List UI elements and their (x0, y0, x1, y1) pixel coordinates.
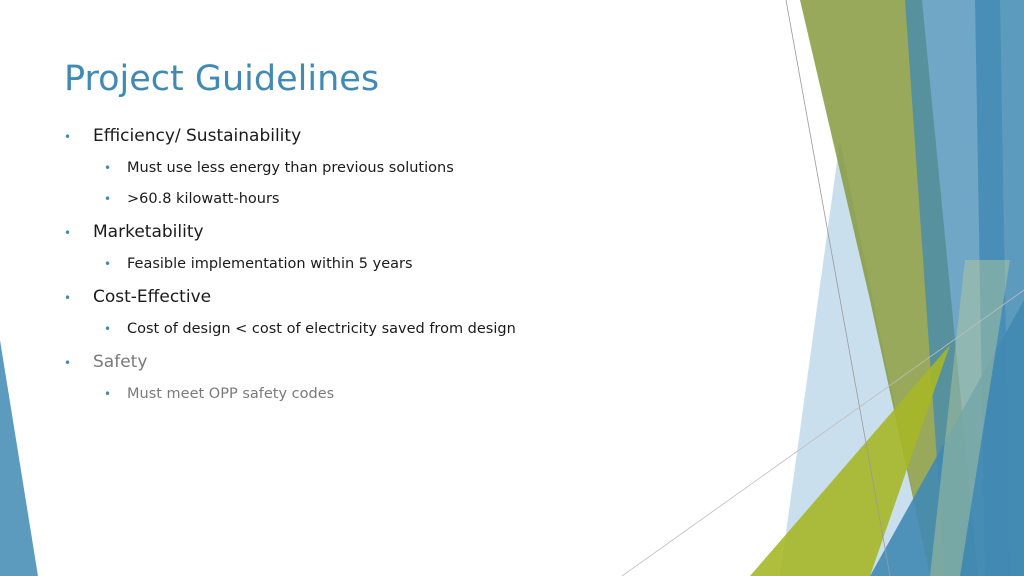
bullet-icon: • (104, 161, 112, 175)
bullet-icon: • (64, 130, 72, 144)
bullet-text: Cost of design < cost of electricity saved from design (127, 321, 516, 337)
bullet-icon: • (104, 387, 112, 401)
slide-title: Project Guidelines (64, 59, 380, 99)
bullet-icon: • (104, 192, 112, 206)
bullet-text: Cost-Effective (93, 287, 212, 307)
bullet-text: Efficiency/ Sustainability (93, 126, 302, 146)
bullet-text: Marketability (93, 222, 204, 242)
bullet-text: Must use less energy than previous solutions (127, 160, 454, 176)
bullet-icon: • (64, 356, 72, 370)
bullet-icon: • (104, 322, 112, 336)
bullet-icon: • (64, 226, 72, 240)
bullet-list (64, 0, 764, 576)
bullet-text: Safety (93, 352, 148, 372)
bullet-text: Must meet OPP safety codes (127, 386, 335, 402)
left-blue-sliver (0, 340, 38, 576)
bullet-icon: • (104, 257, 112, 271)
bullet-icon: • (64, 291, 72, 305)
bullet-text: Feasible implementation within 5 years (127, 256, 413, 272)
bullet-text: >60.8 kilowatt-hours (127, 191, 280, 207)
